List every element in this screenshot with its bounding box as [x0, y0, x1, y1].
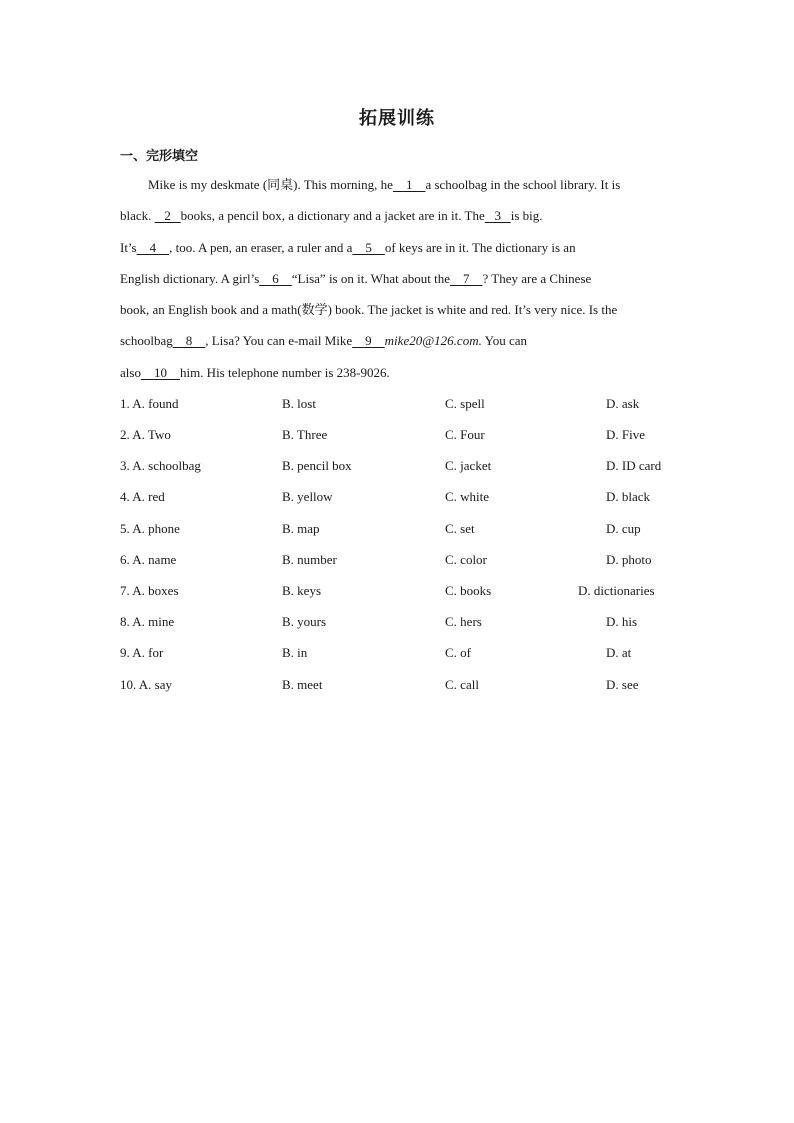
option-b: B. number	[282, 552, 337, 567]
option-a: 10. A. say	[120, 677, 172, 692]
option-a: 9. A. for	[120, 645, 164, 660]
passage-text: “Lisa” is on it. What about the	[291, 271, 451, 286]
passage-text: book, an English book and a math(数学) book. The jacket is white and red. It’s very nice. Is the	[120, 302, 618, 317]
passage-text: , Lisa? You can e-mail Mike	[205, 333, 353, 348]
blank-10: 10	[140, 365, 180, 380]
passage-text: English dictionary. A girl’s	[120, 271, 260, 286]
passage-line-6	[120, 333, 527, 349]
passage-line-2	[120, 208, 543, 224]
passage-line-1	[148, 177, 620, 193]
option-c: C. spell	[445, 396, 485, 411]
passage-text: him. His telephone number is 238-9026.	[179, 365, 390, 380]
option-c: C. call	[445, 677, 479, 692]
option-b: B. keys	[282, 583, 321, 598]
option-b: B. pencil box	[282, 458, 352, 473]
email-address: mike20@126.com.	[384, 333, 482, 348]
passage-text: black.	[120, 208, 155, 223]
blank-7: 7	[450, 271, 483, 286]
passage-text: books, a pencil box, a dictionary and a jacket are in it. The	[180, 208, 485, 223]
option-b: B. map	[282, 521, 320, 536]
option-d: D. Five	[606, 427, 645, 442]
option-b: B. lost	[282, 396, 316, 411]
passage-line-5	[120, 302, 617, 318]
option-d: D. his	[606, 614, 638, 629]
passage-text: Mike is my deskmate (同桌). This morning, he	[148, 177, 393, 192]
blank-5: 5	[352, 240, 385, 255]
passage-line-3	[120, 240, 576, 256]
option-c: C. set	[445, 521, 475, 536]
blank-4: 4	[136, 240, 170, 255]
option-d: D. at	[606, 645, 632, 660]
option-b: B. yellow	[282, 489, 333, 504]
passage-text: also	[120, 365, 141, 380]
blank-1: 1	[392, 177, 426, 192]
passage-text: is big.	[510, 208, 543, 223]
option-d: D. photo	[606, 552, 652, 567]
option-d: D. see	[606, 677, 639, 692]
blank-8: 8	[172, 333, 206, 348]
blank-6: 6	[259, 271, 292, 286]
option-c: C. hers	[445, 614, 482, 629]
passage-text: , too. A pen, an eraser, a ruler and a	[169, 240, 353, 255]
option-b: B. in	[282, 645, 308, 660]
blank-2: 2	[154, 208, 181, 223]
passage-text: ? They are a Chinese	[482, 271, 592, 286]
passage-text: a schoolbag in the school library. It is	[425, 177, 621, 192]
blank-9: 9	[352, 333, 385, 348]
option-a: 4. A. red	[120, 489, 165, 504]
option-b: B. Three	[282, 427, 328, 442]
option-d: D. ID card	[606, 458, 662, 473]
option-a: 2. A. Two	[120, 427, 171, 442]
option-b: B. meet	[282, 677, 323, 692]
passage-text: It’s	[120, 240, 137, 255]
option-d: D. ask	[606, 396, 640, 411]
option-d: D. dictionaries	[578, 583, 655, 598]
passage-line-4	[120, 271, 591, 287]
option-c: C. books	[445, 583, 492, 598]
passage-line-7	[120, 365, 390, 381]
section-heading: 一、完形填空	[120, 149, 199, 164]
option-d: D. cup	[606, 521, 641, 536]
option-a: 8. A. mine	[120, 614, 175, 629]
option-c: C. of	[445, 645, 471, 660]
option-a: 3. A. schoolbag	[120, 458, 201, 473]
passage-text: of keys are in it. The dictionary is an	[384, 240, 576, 255]
option-a: 1. A. found	[120, 396, 179, 411]
option-a: 5. A. phone	[120, 521, 180, 536]
passage-text: schoolbag	[120, 333, 173, 348]
page-title: 拓展训练	[359, 108, 435, 129]
option-c: C. color	[445, 552, 487, 567]
passage-text: You can	[481, 333, 527, 348]
option-b: B. yours	[282, 614, 327, 629]
option-a: 7. A. boxes	[120, 583, 179, 598]
option-a: 6. A. name	[120, 552, 177, 567]
option-c: C. white	[445, 489, 490, 504]
option-c: C. jacket	[445, 458, 492, 473]
option-d: D. black	[606, 489, 651, 504]
option-c: C. Four	[445, 427, 485, 442]
blank-3: 3	[484, 208, 511, 223]
